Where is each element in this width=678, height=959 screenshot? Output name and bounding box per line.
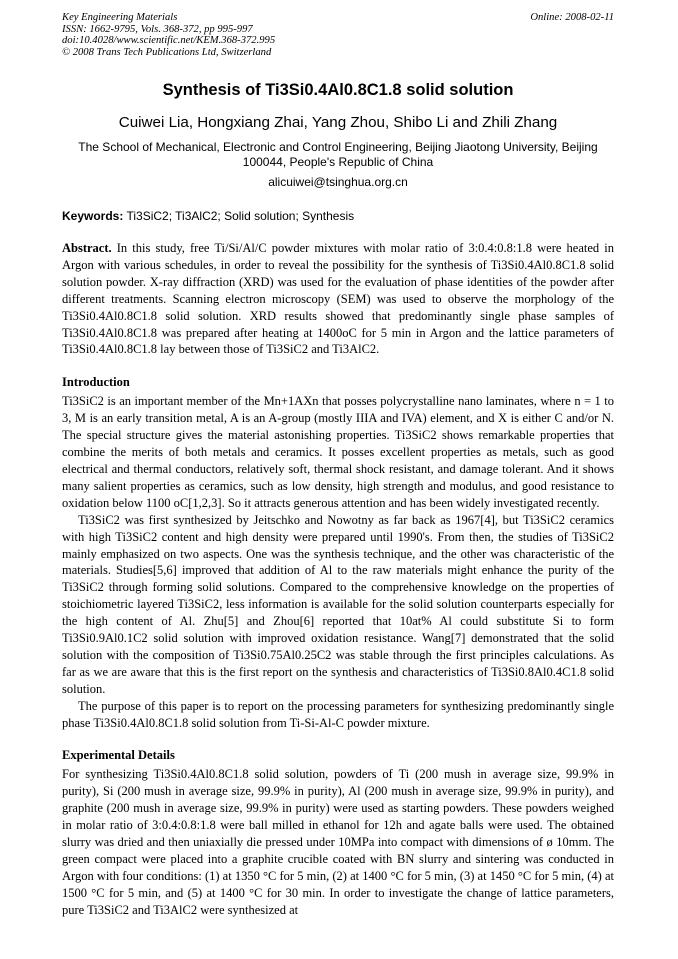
journal-doi: doi:10.4028/www.scientific.net/KEM.368-372.995 bbox=[62, 35, 276, 46]
introduction-paragraph-2: Ti3SiC2 was first synthesized by Jeitschko and Nowotny as far back as 1967[4], but Ti3SiC2 ceramics with high Ti3SiC2 content and high density were prepared until 1990's. From then, the studies of Ti3SiC2 mainly emphasized on two aspects. One was the synthesis technique, and the other was characteristic of the materials. Studies[5,6] improved that addition of Al to the raw materials might enhance the purity of the Ti3SiC2 through forming solid solutions. Compared to the comprehensive knowledge on the properties of stoichiometric layered Ti3SiC2, less information is available for the solid solution counterparts especially for the high content of Al. Zhu[5] and Zhou[6] reported that 10at% Al could substitute Si to form Ti3Si0.9Al0.1C2 solid solution with improved oxidation resistance. Wang[7] demonstrated that the solid solution with the composition of Ti3Si0.75Al0.25C2 was stable through the first principles calculations. As far as we are aware that this is the first report on the synthesis and characteristics of Ti3Si0.8Al0.4C1.8 solid solution. bbox=[62, 512, 614, 696]
author-email: alicuiwei@tsinghua.org.cn bbox=[268, 175, 408, 189]
abstract-label: Abstract. bbox=[62, 241, 112, 255]
introduction-heading: Introduction bbox=[62, 375, 130, 390]
abstract bbox=[62, 240, 614, 358]
experimental-paragraph-1: For synthesizing Ti3Si0.4Al0.8C1.8 solid solution, powders of Ti (200 mush in average size, 99.9% in purity), Si (200 mush in average size, 99.9% in purity), Al (200 mush in average size, 99.9% in purity), and graphite (200 mush in average size, 99.9% in purity) were used as starting powders. These powders weighed in molar ratio of 3:0.4:0.8:1.8 were ball milled in ethanol for 12h and agate balls were used. The obtained slurry was dried and then uniaxially die pressed under 10MPa into compact with dimensions of ø 10mm. The green compact were placed into a graphite crucible coated with BN slurry and sintering was conducted in Argon with four conditions: (1) at 1350 °C for 5 min, (2) at 1400 °C for 5 min, (3) at 1450 °C for 5 min, (4) at 1500 °C for 5 min, and (5) at 1400 °C for 30 min. In order to investigate the change of lattice parameters, pure Ti3SiC2 and Ti3AlC2 were synthesized at bbox=[62, 767, 614, 917]
online-date: Online: 2008-02-11 bbox=[530, 12, 614, 23]
abstract-text: In this study, free Ti/Si/Al/C powder mixtures with molar ratio of 3:0.4:0.8:1.8 were heated in Argon with various schedules, in order to reveal the possibility for the synthesis of Ti3Si0.4Al0.8C1.8 solid solution powder. X-ray diffraction (XRD) was used for the evaluation of phase identities of the powder after different treatments. Scanning electron microscopy (SEM) was used to observe the morphology of the Ti3Si0.4Al0.8C1.8 solid solution. XRD results showed that predominantly single phase samples of Ti3Si0.4Al0.8C1.8 was prepared after heating at 1400oC for 5 min in Argon and the lattice parameters of Ti3Si0.4Al0.8C1.8 lay between those of Ti3SiC2 and Ti3AlC2. bbox=[62, 241, 614, 357]
author-list: Cuiwei Lia, Hongxiang Zhai, Yang Zhou, Shibo Li and Zhili Zhang bbox=[118, 114, 558, 131]
affiliation-line-2: 100044, People's Republic of China bbox=[242, 155, 434, 169]
introduction-paragraph-1: Ti3SiC2 is an important member of the Mn+1AXn that posses polycrystalline nano laminates, where n = 1 to 3, M is an early transition metal, A is an A-group (mostly IIIA and IVA) element, and X is either C and/or N. The special structure gives the material astonishing properties. Ti3SiC2 shows remarkable properties that combine the merits of both metals and ceramics. It posses excellent properties as metals, such as good electrical and thermal conductors, relatively soft, thermal shock resistant, and damage tolerant. And it shows many salient properties as ceramics, such as low density, high strength and modulus, and good resistance to oxidation below 1100 oC[1,2,3]. So it attracts generous attention and has been widely investigated recently. bbox=[62, 394, 614, 510]
journal-copyright: © 2008 Trans Tech Publications Ltd, Switzerland bbox=[62, 46, 272, 58]
affiliation-line-1: The School of Mechanical, Electronic and Control Engineering, Beijing Jiaotong University, Beijing bbox=[78, 140, 598, 154]
paper-title: Synthesis of Ti3Si0.4Al0.8C1.8 solid solution bbox=[162, 81, 514, 99]
journal-issn: ISSN: 1662-9795, Vols. 368-372, pp 995-997 bbox=[62, 23, 253, 35]
journal-name: Key Engineering Materials bbox=[62, 12, 178, 23]
experimental-heading: Experimental Details bbox=[62, 748, 175, 763]
paper-page bbox=[62, 12, 614, 919]
introduction-paragraph-3: The purpose of this paper is to report on the processing parameters for synthesizing predominantly single phase Ti3Si0.4Al0.8C1.8 solid solution from Ti-Si-Al-C powder mixture. bbox=[62, 698, 614, 730]
keywords-text: Ti3SiC2; Ti3AlC2; Solid solution; Synthesis bbox=[126, 209, 355, 223]
affiliation bbox=[62, 140, 614, 170]
keywords-label: Keywords: bbox=[62, 209, 124, 223]
journal-header bbox=[62, 12, 614, 58]
keywords bbox=[62, 209, 614, 224]
